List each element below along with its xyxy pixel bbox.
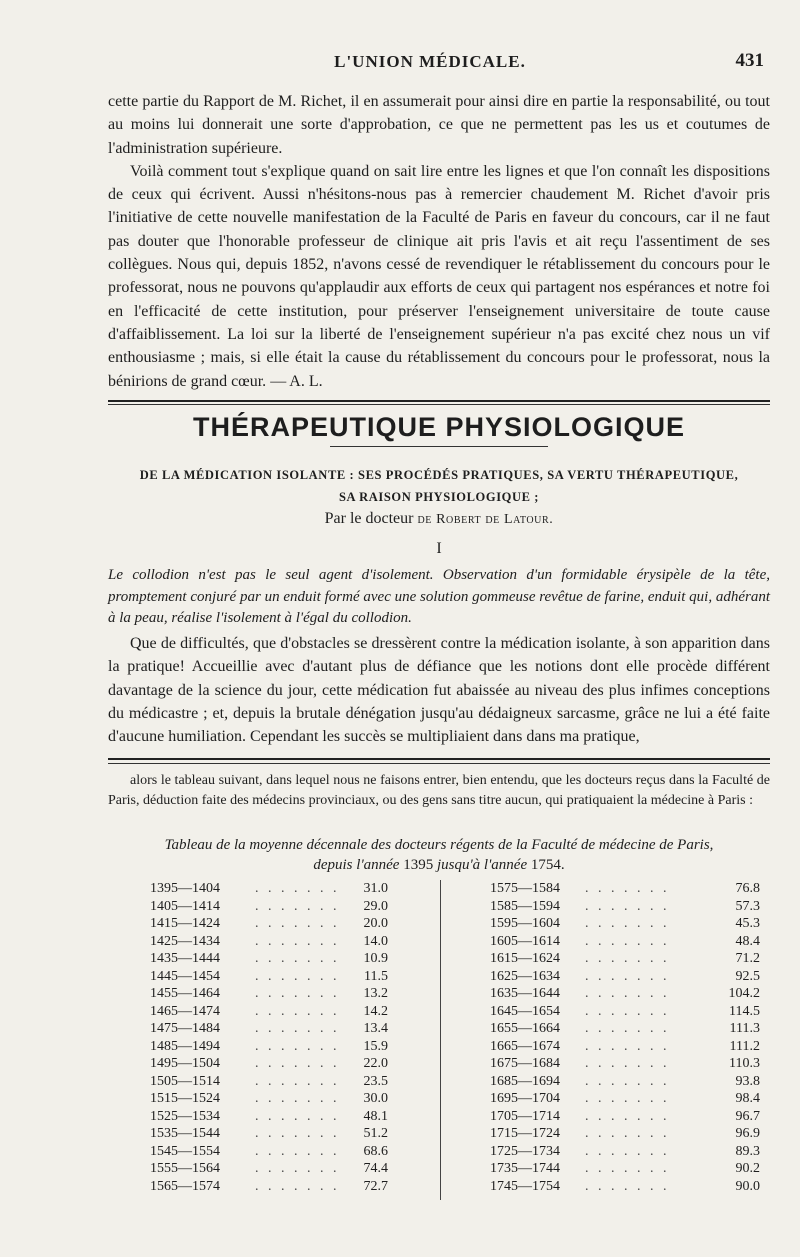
leader-dots: . . . . . . . — [585, 1073, 670, 1089]
period-cell: 1475—1484 — [150, 1021, 220, 1036]
value-cell: 23.5 — [363, 1073, 388, 1089]
period-cell: 1715—1724 — [490, 1126, 560, 1141]
byline — [108, 510, 770, 528]
column-divider — [440, 880, 441, 1200]
period-cell: 1485—1494 — [150, 1038, 220, 1054]
period-cell: 1725—1734 — [490, 1143, 560, 1159]
section-rule-top-thin — [108, 404, 770, 405]
leader-dots: . . . . . . . — [255, 1003, 340, 1019]
period-cell: 1515—1524 — [150, 1091, 220, 1106]
leader-dots: . . . . . . . — [585, 933, 670, 949]
period-cell: 1445—1454 — [150, 968, 220, 984]
value-cell: 76.8 — [735, 881, 760, 896]
caption-year-start: 1395 — [403, 856, 434, 873]
value-cell: 74.4 — [363, 1161, 388, 1176]
period-cell: 1665—1674 — [490, 1038, 560, 1054]
value-cell: 90.0 — [735, 1178, 760, 1194]
leader-dots: . . . . . . . — [585, 1056, 670, 1071]
leader-dots: . . . . . . . — [585, 1021, 670, 1036]
value-cell: 93.8 — [735, 1073, 760, 1089]
table-row — [490, 1003, 760, 1021]
table-row — [150, 915, 440, 933]
value-cell: 104.2 — [728, 986, 760, 1001]
value-cell: 15.9 — [363, 1038, 388, 1054]
page-number: 431 — [735, 50, 764, 71]
leader-dots: . . . . . . . — [255, 881, 340, 896]
value-cell: 48.4 — [735, 933, 760, 949]
author-name: de Robert de Latour. — [417, 512, 554, 527]
value-cell: 72.7 — [363, 1178, 388, 1194]
leader-dots: . . . . . . . — [255, 1038, 340, 1054]
table-row — [150, 1160, 440, 1178]
table-row — [150, 968, 440, 986]
value-cell: 92.5 — [735, 968, 760, 984]
value-cell: 10.9 — [363, 951, 388, 966]
leader-dots: . . . . . . . — [585, 951, 670, 966]
value-cell: 48.1 — [363, 1108, 388, 1124]
leader-dots: . . . . . . . — [585, 1038, 670, 1054]
leader-dots: . . . . . . . — [255, 933, 340, 949]
value-cell: 90.2 — [735, 1161, 760, 1176]
period-cell: 1655—1664 — [490, 1021, 560, 1036]
period-cell: 1555—1564 — [150, 1161, 220, 1176]
value-cell: 31.0 — [363, 881, 388, 896]
value-cell: 111.2 — [729, 1038, 760, 1054]
subtitle-line-2: SA RAISON PHYSIOLOGIQUE ; — [338, 490, 540, 504]
table-row — [490, 933, 760, 951]
leader-dots: . . . . . . . — [255, 898, 340, 914]
section-summary: Le collodion n'est pas le seul agent d'isolement. Observation d'un formidable érysipèle de la tête, promptement conjuré par un enduit formé avec une solution gommeuse revêtue de farine, enduit qui, adhérant à la peau, réalise l'isolement à l'égal du collodion. — [108, 567, 770, 626]
period-cell: 1565—1574 — [150, 1178, 220, 1194]
table-row — [490, 950, 760, 968]
leader-dots: . . . . . . . — [255, 951, 340, 966]
period-cell: 1495—1504 — [150, 1056, 220, 1071]
leader-dots: . . . . . . . — [585, 968, 670, 984]
table-row — [150, 950, 440, 968]
period-cell: 1695—1704 — [490, 1091, 560, 1106]
value-cell: 111.3 — [729, 1021, 760, 1036]
intro-paragraph-2 — [108, 160, 770, 393]
table-row — [150, 1125, 440, 1143]
table-row — [490, 1178, 760, 1196]
table-row — [150, 1055, 440, 1073]
period-cell: 1625—1634 — [490, 968, 560, 984]
value-cell: 14.2 — [363, 1003, 388, 1019]
leader-dots: . . . . . . . — [585, 1126, 670, 1141]
intro-text — [108, 90, 770, 393]
title-underline — [330, 446, 548, 447]
part-numeral: I — [436, 540, 442, 557]
leader-dots: . . . . . . . — [255, 1021, 340, 1036]
table-row — [490, 1108, 760, 1126]
table-row — [490, 1125, 760, 1143]
value-cell: 29.0 — [363, 898, 388, 914]
table-row — [490, 985, 760, 1003]
period-cell: 1605—1614 — [490, 933, 560, 949]
table-row — [490, 1160, 760, 1178]
signature: — A. L. — [270, 372, 323, 390]
leader-dots: . . . . . . . — [585, 1143, 670, 1159]
leader-dots: . . . . . . . — [585, 1178, 670, 1194]
running-head — [96, 50, 764, 76]
caption-line-2 — [108, 856, 770, 876]
value-cell: 14.0 — [363, 933, 388, 949]
leader-dots: . . . . . . . — [255, 916, 340, 931]
leader-dots: . . . . . . . — [585, 986, 670, 1001]
value-cell: 30.0 — [363, 1091, 388, 1106]
leader-dots: . . . . . . . — [585, 1108, 670, 1124]
period-cell: 1415—1424 — [150, 916, 220, 931]
period-cell: 1685—1694 — [490, 1073, 560, 1089]
period-cell: 1745—1754 — [490, 1178, 560, 1194]
value-cell: 98.4 — [735, 1091, 760, 1106]
leader-dots: . . . . . . . — [255, 1178, 340, 1194]
period-cell: 1705—1714 — [490, 1108, 560, 1124]
period-cell: 1525—1534 — [150, 1108, 220, 1124]
leader-dots: . . . . . . . — [255, 1073, 340, 1089]
period-cell: 1425—1434 — [150, 933, 220, 949]
table-row — [150, 933, 440, 951]
table-row — [150, 1090, 440, 1108]
section-rule-top — [108, 400, 770, 402]
period-cell: 1575—1584 — [490, 881, 560, 896]
table-row — [490, 880, 760, 898]
table-column-right — [490, 880, 760, 1195]
value-cell: 20.0 — [363, 916, 388, 931]
table-row — [490, 968, 760, 986]
leader-dots: . . . . . . . — [585, 1091, 670, 1106]
caption-part-c: jusqu'à l'année — [436, 856, 528, 873]
leader-dots: . . . . . . . — [585, 898, 670, 914]
value-cell: 68.6 — [363, 1143, 388, 1159]
value-cell: 57.3 — [735, 898, 760, 914]
byline-prefix: Par le docteur — [324, 510, 414, 527]
leader-dots: . . . . . . . — [585, 916, 670, 931]
leader-dots: . . . . . . . — [585, 1161, 670, 1176]
period-cell: 1535—1544 — [150, 1126, 220, 1141]
table-row — [150, 1178, 440, 1196]
period-cell: 1615—1624 — [490, 951, 560, 966]
value-cell: 22.0 — [363, 1056, 388, 1071]
value-cell: 96.7 — [735, 1108, 760, 1124]
period-cell: 1595—1604 — [490, 916, 560, 931]
footnote-rule — [108, 758, 770, 760]
period-cell: 1395—1404 — [150, 881, 220, 896]
leader-dots: . . . . . . . — [255, 1091, 340, 1106]
footnote-rule-thin — [108, 763, 770, 764]
period-cell: 1645—1654 — [490, 1003, 560, 1019]
table-row — [150, 1143, 440, 1161]
table-row — [150, 898, 440, 916]
leader-dots: . . . . . . . — [255, 1056, 340, 1071]
leader-dots: . . . . . . . — [255, 1108, 340, 1124]
value-cell: 89.3 — [735, 1143, 760, 1159]
period-cell: 1545—1554 — [150, 1143, 220, 1159]
table-row — [150, 1073, 440, 1091]
value-cell: 13.4 — [363, 1021, 388, 1036]
period-cell: 1455—1464 — [150, 986, 220, 1001]
period-cell: 1435—1444 — [150, 951, 220, 966]
table-column-left — [150, 880, 440, 1195]
value-cell: 51.2 — [363, 1126, 388, 1141]
table-row — [150, 880, 440, 898]
table-row — [490, 1055, 760, 1073]
leader-dots: . . . . . . . — [255, 1161, 340, 1176]
period-cell: 1405—1414 — [150, 898, 220, 914]
period-cell: 1505—1514 — [150, 1073, 220, 1089]
subtitle-line-1: DE LA MÉDICATION ISOLANTE : SES PROCÉDÉS PRATIQUES, SA VERTU THÉRAPEUTIQUE, — [139, 468, 739, 482]
table-row — [490, 1020, 760, 1038]
section-title: THÉRAPEUTIQUE PHYSIOLOGIQUE — [192, 412, 686, 442]
period-cell: 1675—1684 — [490, 1056, 560, 1071]
value-cell: 114.5 — [729, 1003, 760, 1019]
intro-paragraph-2-text: Voilà comment tout s'explique quand on sait lire entre les lignes et que l'on connaît les dispositions de ceux qui écrivent. Aussi n'hésitons-nous pas à remercier chaudement M. Richet d'avoir pris l'initiative de cette nouvelle manifestation de la Faculté de Paris en faveur du concours, car il ne faut pas douter que l'honorable professeur de clinique ait pris l'avis et ait reçu l'assentiment de ses collègues. Nous qui, depuis 1852, n'avons cessé de revendiquer le rétablissement du concours pour le professorat, nous ne pouvons qu'applaudir aux efforts de ceux qui partagent nos espérances et notre foi en l'efficacité de cette institution, pour préserver l'enseignement universitaire de toute cause d'affaiblissement. La loi sur la liberté de l'enseignement supérieur n'a pas excité chez nous un vif enthousiasme ; mais, si elle était la cause du rétablissement du concours pour le professorat, nous la bénirions de grand cœur. — [108, 162, 770, 390]
caption-year-end: 1754. — [530, 856, 565, 873]
section-body: Que de difficultés, que d'obstacles se dressèrent contre la médication isolante, à son apparition dans la pratique! Accueillie avec d'autant plus de défiance que les notions dont elle procède différent davantage de la science du jour, cette médication fut abaissée au niveau des plus infimes conceptions du médicastre ; et, depuis la brutale dénégation jusqu'au dédaigneux sarcasme, grâce ne lui a été faite d'aucune humiliation. Cependant les succès se multipliaient dans dans ma pratique, — [108, 635, 770, 746]
value-cell: 96.9 — [735, 1126, 760, 1141]
leader-dots: . . . . . . . — [255, 1126, 340, 1141]
table-row — [490, 1073, 760, 1091]
table-row — [150, 1038, 440, 1056]
table-row — [490, 1143, 760, 1161]
table-row — [490, 915, 760, 933]
leader-dots: . . . . . . . — [255, 968, 340, 984]
table-row — [150, 985, 440, 1003]
value-cell: 110.3 — [729, 1056, 760, 1071]
leader-dots: . . . . . . . — [255, 1143, 340, 1159]
footnote-text: alors le tableau suivant, dans lequel nous ne faisons entrer, bien entendu, que les docteurs reçus dans la Faculté de Paris, déduction faite des médecins provinciaux, ou des gens sans titre aucun, qui pratiquaient la médecine à Paris : — [108, 773, 770, 808]
caption-part-a: depuis l'année — [313, 856, 400, 873]
period-cell: 1585—1594 — [490, 898, 560, 914]
table-row — [150, 1003, 440, 1021]
leader-dots: . . . . . . . — [585, 1003, 670, 1019]
period-cell: 1635—1644 — [490, 986, 560, 1001]
running-title: L'UNION MÉDICALE. — [334, 52, 526, 71]
table-row — [490, 1090, 760, 1108]
value-cell: 11.5 — [364, 968, 388, 984]
table-row — [490, 898, 760, 916]
leader-dots: . . . . . . . — [585, 881, 670, 896]
period-cell: 1735—1744 — [490, 1161, 560, 1176]
table-row — [150, 1108, 440, 1126]
table-row — [150, 1020, 440, 1038]
period-cell: 1465—1474 — [150, 1003, 220, 1019]
value-cell: 13.2 — [363, 986, 388, 1001]
caption-line-1: Tableau de la moyenne décennale des docteurs régents de la Faculté de médecine de Paris, — [164, 837, 714, 853]
table-caption — [108, 836, 770, 875]
intro-paragraph-1: cette partie du Rapport de M. Richet, il en assumerait pour ainsi dire en partie la responsabilité, ou tout au moins lui donnerait une sorte d'approbation, ce que ne permettent pas les us et coutumes de l'administration supérieure. — [108, 93, 770, 157]
table-row — [490, 1038, 760, 1056]
leader-dots: . . . . . . . — [255, 986, 340, 1001]
section-subtitle — [108, 464, 770, 508]
value-cell: 45.3 — [735, 916, 760, 931]
value-cell: 71.2 — [735, 951, 760, 966]
